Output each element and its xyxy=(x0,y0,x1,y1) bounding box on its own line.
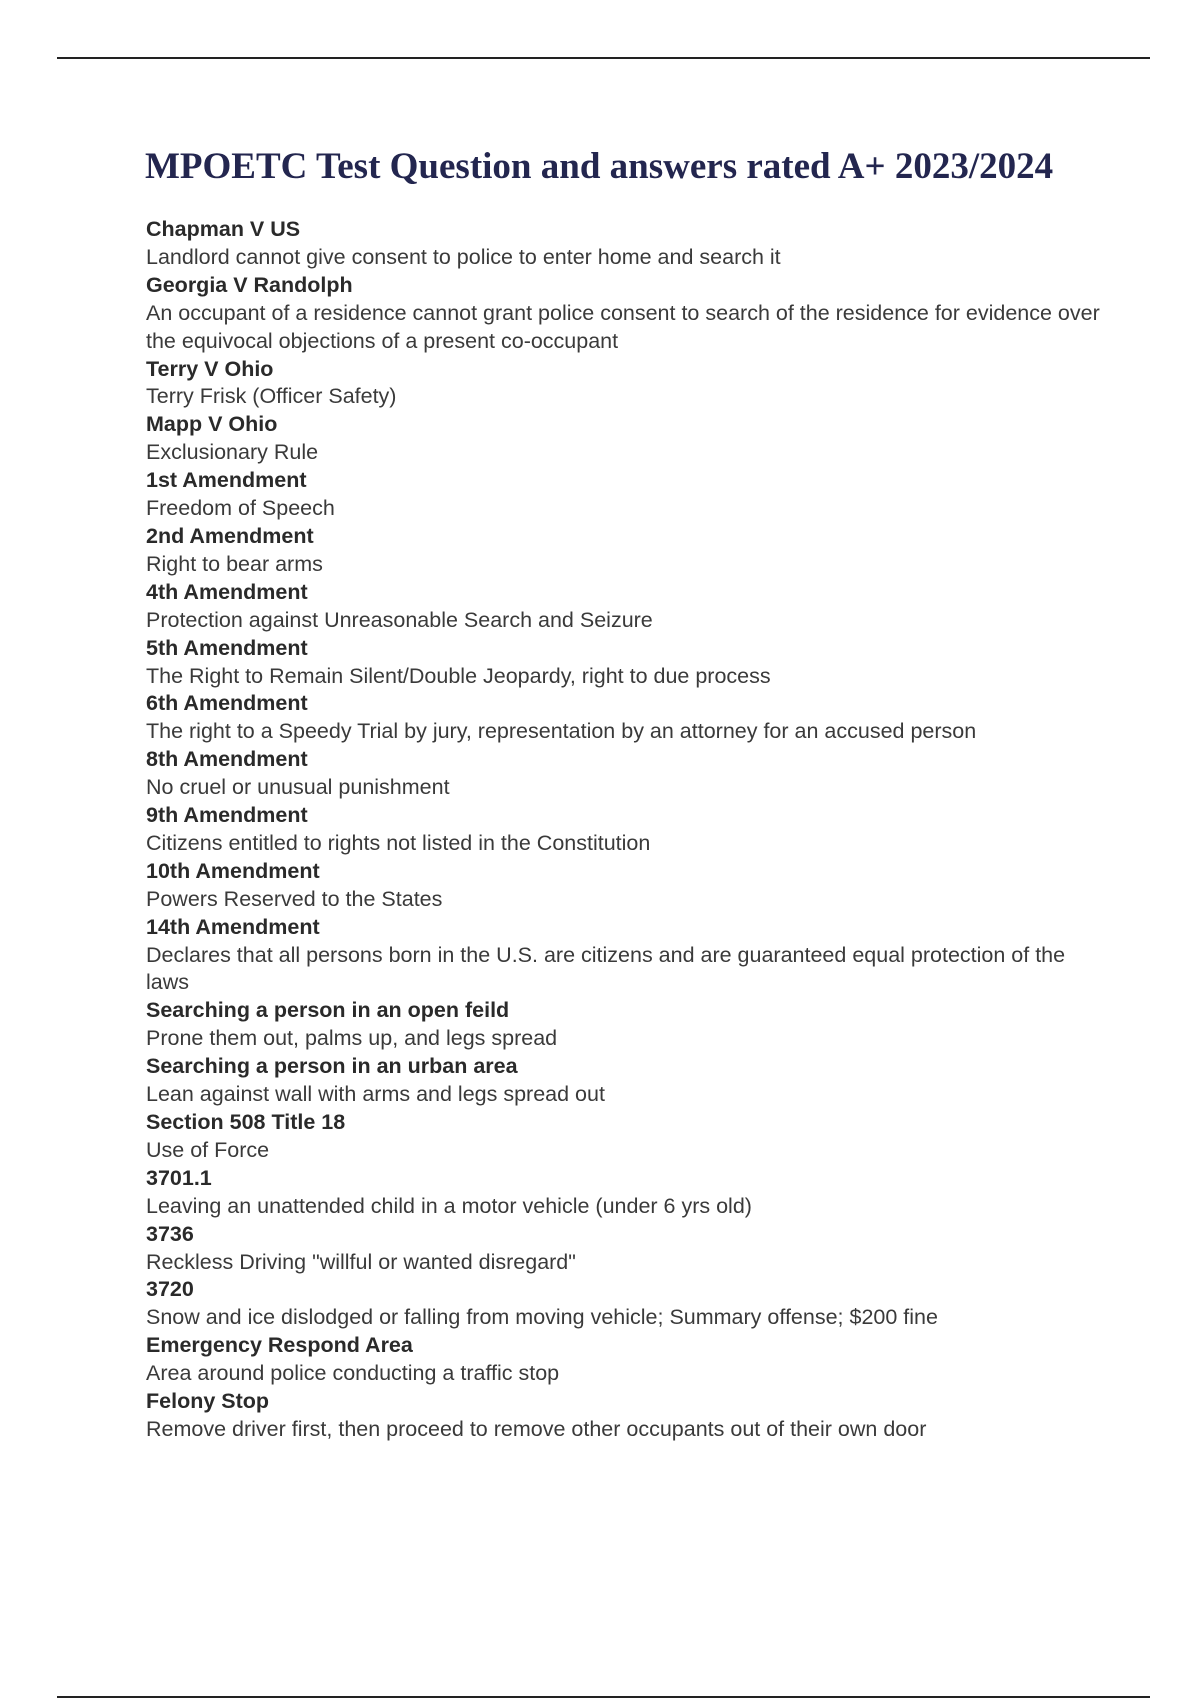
answer-definition: Lean against wall with arms and legs spread out xyxy=(146,1082,605,1107)
qa-entry xyxy=(146,1221,1106,1277)
answer-definition: The Right to Remain Silent/Double Jeopardy, right to due process xyxy=(146,663,771,688)
answer-definition: Prone them out, palms up, and legs spread xyxy=(146,1026,558,1051)
qa-entry xyxy=(146,579,1106,635)
question-term: 14th Amendment xyxy=(146,914,320,939)
answer-definition: Area around police conducting a traffic stop xyxy=(146,1361,560,1386)
question-term: 3701.1 xyxy=(146,1165,212,1190)
answer-definition: Terry Frisk (Officer Safety) xyxy=(146,384,397,409)
question-term: Terry V Ohio xyxy=(146,356,274,381)
qa-entry xyxy=(146,272,1106,356)
qa-entry xyxy=(146,216,1106,272)
answer-definition: Powers Reserved to the States xyxy=(146,886,443,911)
question-term: Chapman V US xyxy=(146,217,301,241)
answer-definition: Exclusionary Rule xyxy=(146,440,319,465)
question-term: Searching a person in an open feild xyxy=(146,998,510,1023)
qa-entry xyxy=(146,411,1106,467)
answer-definition: Leaving an unattended child in a motor vehicle (under 6 yrs old) xyxy=(146,1193,752,1218)
question-term: 9th Amendment xyxy=(146,803,308,828)
qa-entry xyxy=(146,858,1106,914)
qa-entry xyxy=(146,746,1106,802)
question-term: 5th Amendment xyxy=(146,635,308,660)
answer-definition: Snow and ice dislodged or falling from moving vehicle; Summary offense; $200 fine xyxy=(146,1305,938,1330)
question-term: Mapp V Ohio xyxy=(146,412,278,437)
question-term: 8th Amendment xyxy=(146,747,308,772)
question-term: 1st Amendment xyxy=(146,468,307,493)
answer-definition: Right to bear arms xyxy=(146,551,323,576)
qa-entry xyxy=(146,1332,1106,1388)
qa-entry xyxy=(146,1053,1106,1109)
bottom-divider xyxy=(57,1696,1150,1698)
answer-definition: The right to a Speedy Trial by jury, representation by an attorney for an accused person xyxy=(146,719,977,744)
answer-definition: Declares that all persons born in the U.S. are citizens and are guaranteed equal protection of the laws xyxy=(146,942,1066,995)
qa-entry xyxy=(146,467,1106,523)
qa-entry xyxy=(146,1165,1106,1221)
question-term: 3720 xyxy=(146,1277,194,1302)
question-term: 2nd Amendment xyxy=(146,523,314,548)
qa-entry xyxy=(146,523,1106,579)
qa-entry xyxy=(146,802,1106,858)
answer-definition: Reckless Driving "willful or wanted disregard" xyxy=(146,1249,576,1274)
qa-entry xyxy=(146,356,1106,412)
qa-entry xyxy=(146,690,1106,746)
qa-entry xyxy=(146,1388,1106,1444)
top-divider xyxy=(57,57,1150,59)
qa-list xyxy=(146,216,1106,1444)
question-term: Section 508 Title 18 xyxy=(146,1110,346,1134)
answer-definition: Protection against Unreasonable Search and Seizure xyxy=(146,607,653,632)
answer-definition: Citizens entitled to rights not listed in the Constitution xyxy=(146,830,651,855)
question-term: Searching a person in an urban area xyxy=(146,1054,518,1079)
question-term: 6th Amendment xyxy=(146,691,308,716)
question-term: 4th Amendment xyxy=(146,579,308,604)
answer-definition: An occupant of a residence cannot grant police consent to search of the residence for evidence over the equivocal objections of a present co-occupant xyxy=(146,300,1100,353)
qa-entry xyxy=(146,1276,1106,1332)
qa-entry xyxy=(146,635,1106,691)
question-term: 3736 xyxy=(146,1221,194,1246)
question-term: Felony Stop xyxy=(146,1389,270,1414)
answer-definition: No cruel or unusual punishment xyxy=(146,775,450,800)
question-term: Emergency Respond Area xyxy=(146,1333,413,1358)
qa-entry xyxy=(146,1109,1106,1165)
answer-definition: Use of Force xyxy=(146,1137,270,1162)
question-term: 10th Amendment xyxy=(146,858,320,883)
qa-entry xyxy=(146,914,1106,998)
document-title: MPOETC Test Question and answers rated A+ 2023/2024 xyxy=(145,146,1054,187)
qa-entry xyxy=(146,997,1106,1053)
answer-definition: Landlord cannot give consent to police to enter home and search it xyxy=(146,244,781,269)
question-term: Georgia V Randolph xyxy=(146,272,353,297)
answer-definition: Remove driver first, then proceed to remove other occupants out of their own door xyxy=(146,1416,927,1441)
answer-definition: Freedom of Speech xyxy=(146,496,335,521)
